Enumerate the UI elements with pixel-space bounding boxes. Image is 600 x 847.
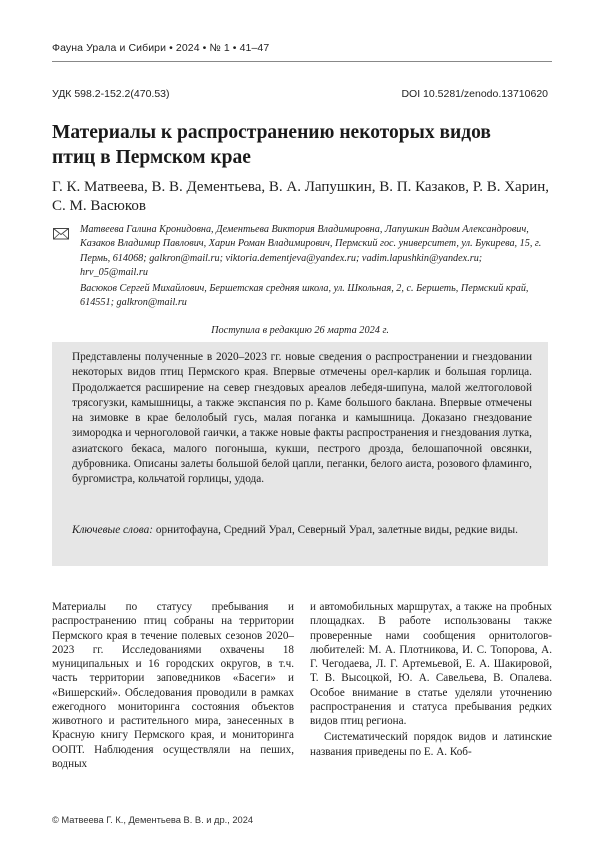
doi-link[interactable]: DOI 10.5281/zenodo.13710620 bbox=[401, 88, 548, 100]
received-date: Поступила в редакцию 26 марта 2024 г. bbox=[211, 325, 389, 336]
affiliation-2: Васюков Сергей Михайлович, Бершетская средняя школа, ул. Школьная, 2, с. Бершеть, Пермский край, 614551; galkron@mail.ru bbox=[80, 283, 529, 309]
keywords-label: Ключевые слова: bbox=[72, 524, 154, 536]
body-column-left bbox=[52, 600, 294, 771]
body-paragraph: Систематический порядок видов и латинские названия приведены по Е. А. Коб- bbox=[310, 731, 552, 758]
body-column-right bbox=[310, 600, 552, 759]
author-list: Г. К. Матвеева, В. В. Дементьева, В. А. Лапушкин, В. П. Казаков, Р. В. Харин, С. М. Васюков bbox=[52, 179, 550, 214]
running-head: Фауна Урала и Сибири • 2024 • № 1 • 41–47 bbox=[52, 42, 270, 54]
body-paragraph: Материалы по статусу пребывания и распространению птиц собраны на территории Пермского края в течение полевых сезонов 2020–2023 гг. Исследованиями охвачены 18 муниципальных и 16 городских округов, в т.ч. часть территории заповедников «Басеги» и «Вишерский». Обследования проводили в рамках ежегодного мониторинга состояния объектов животного и растительного мира, занесенных в Красную книгу Пермского края, и мониторинга ООПТ. Наблюдения осуществляли на пеших, водных bbox=[52, 601, 294, 770]
keywords-list: орнитофауна, Средний Урал, Северный Урал, залетные виды, редкие виды. bbox=[153, 524, 518, 536]
article-title: Материалы к распространению некоторых видов птиц в Пермском крае bbox=[52, 122, 491, 168]
mail-icon bbox=[52, 222, 72, 244]
header-rule bbox=[52, 61, 552, 62]
abstract-text: Представлены полученные в 2020–2023 гг. новые сведения о распространении и гнездовании некоторых видов птиц Пермского края. Впервые отмечены орел-карлик и большая горлица. Продолжается расширение на север гнездовых ареалов лебедя-шипуна, малой желтоголовой трясогузки, камышницы, а также экспансия по р. Каме большого баклана. Впервые отмечены на зимовке в крае белолобый гусь, малая поганка и камышница. Доказано гнездование зимородка и черноголовой гаички, а также новые факты распространения и гнездования лутка, азиатского бекаса, малого погоныша, кукши, пестрого дрозда, белошапочной овсянки, дубровника. Описаны залеты большой белой цапли, пеганки, белого аиста, розового фламинго, бургомистра, кольчатой горлицы, удода. bbox=[72, 351, 532, 485]
udk-code: УДК 598.2-152.2(470.53) bbox=[52, 88, 170, 100]
copyright-footer: © Матвеева Г. К., Дементьева В. В. и др., 2024 bbox=[52, 815, 254, 825]
affiliation-1: Матвеева Галина Кронидовна, Дементьева Виктория Владимировна, Лапушкин Вадим Александрович, Казаков Владимир Павлович, Харин Роман Владимирович, Пермский гос. университет, ул. Букирева, 15, г. Пермь, 614068; galkron@mail.ru; viktoria.dementjeva@yandex.ru; vadim.lapushkin@yandex.ru; hrv_05@mail.ru bbox=[80, 224, 542, 278]
body-paragraph: и автомобильных маршрутах, а также на пробных площадках. В работе использованы также проверенные нами сообщения орнитологов-любителей: М. А. Плотникова, И. С. Топорова, А. Г. Чегодаева, Л. Г. Артемьевой, Е. А. Шакировой, Т. В. Высоцкой, Ю. А. Савельева, В. Опалева. Особое внимание в статье уделяли уточнению распространения и статуса пребывания редких видов птиц региона. bbox=[310, 601, 552, 727]
keywords bbox=[72, 523, 532, 538]
